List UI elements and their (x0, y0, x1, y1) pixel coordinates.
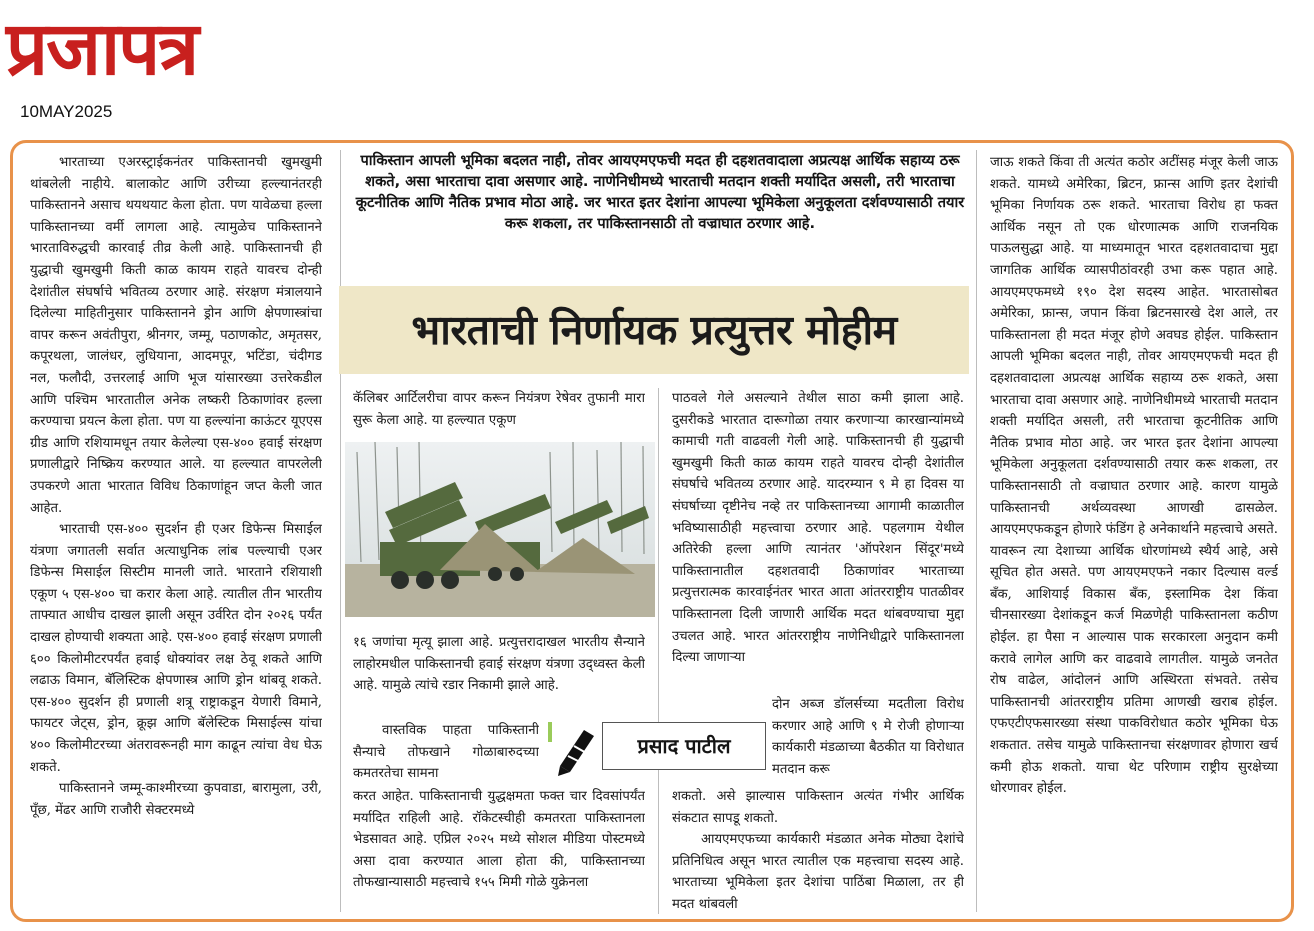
paragraph: भारताची एस-४०० सुदर्शन ही एअर डिफेन्स मिसाईल यंत्रणा जगातली सर्वात अत्याधुनिक लांब पल्ल्याची एअर डिफेन्स मिसाईल सिस्टीम मानली जाते. भारताने रशियाशी एकूण ५ एस-४०० चा करार केला आहे. त्यातील तीन भारतीय ताफ्यात आधीच दाखल झाली असून उर्वरित दोन २०२६ पर्यंत दाखल होण्याची शक्यता आहे. एस-४०० हवाई संरक्षण प्रणाली ६०० किलोमीटरपर्यंत हवाई धोक्यांवर लक्ष ठेवू शकते आणि लढाऊ विमान, बॅलिस्टिक क्षेपणास्त्र आणि ड्रोन थांबवू शकते. एस-४०० सुदर्शन ही प्रणाली शत्रू राष्ट्राकडून येणारी विमाने, फायटर जेट्स, ड्रोन, क्रूझ आणि बॅलेस्टिक मिसाईल्स यांचा ४०० किलोमीटरच्या अंतरावरूनही माग काढून त्यांचा वेध घेऊ शकते. (30, 522, 322, 775)
pen-icon (554, 720, 606, 776)
pull-quote: पाकिस्तान आपली भूमिका बदलत नाही, तोवर आयएमएफची मदत ही दहशतवादाला अप्रत्यक्ष आर्थिक सहाय्य ठरू शकते, असा भारताचा दावा असणार आहे. नाणेनिधीमध्ये भारताची मतदान शक्ती मर्यादित असली, तरी भारताचा कूटनीतिक आणि नैतिक प्रभाव मोठा आहे. जर भारत इतर देशांना आपल्या भूमिकेला अनुकूलता दर्शवण्यासाठी तयार करू शकला, तर पाकिस्तानसाठी तो वज्राघात ठरणार आहे. (355, 152, 965, 232)
paragraph: करत आहेत. पाकिस्तानाची युद्धक्षमता फक्त चार दिवसांपर्यंत मर्यादित राहिली आहे. रॉकेटस्चीही कमतरता पाकिस्तानला भेडसावत आहे. एप्रिल २०२५ मध्ये सोशल मीडिया पोस्टमध्ये असा दावा करण्यात आला होता की, पाकिस्तानच्या तोफखान्यासाठी महत्त्वाचे १५५ मिमी गोळे युक्रेनला (353, 789, 645, 891)
author-byline (548, 716, 770, 778)
missile-launcher-photo (345, 442, 655, 617)
masthead-logo: प्रजापत्र (6, 6, 198, 92)
paragraph: आयएमएफच्या कार्यकारी मंडळात अनेक मोठ्या देशांचे प्रतिनिधित्व असून भारत त्यातील एक महत्त्वाचा सदस्य आहे. भारताच्या भूमिकेला इतर देशांचा पाठिंबा मिळाला, तर ही मदत थांबवली (672, 832, 964, 912)
article-column-3-bottom (672, 786, 964, 914)
article-column-2-top (353, 388, 645, 438)
author-name: प्रसाद पाटील (602, 722, 766, 770)
article-column-1 (30, 152, 322, 912)
article-column-2-bottom (353, 786, 645, 914)
paragraph: भारताच्या एअरस्ट्राईकनंतर पाकिस्तानची खुमखुमी थांबलेली नाहीये. बालाकोट आणि उरीच्या हल्ल्यानंतरही पाकिस्तानने असाच थयथयाट केला होता. पण यावेळचा हल्ला पाकिस्तानच्या वर्मी लागला आहे. त्यामुळेच पाकिस्तानने भारताविरुद्धची कारवाई तीव्र केली आहे. पाकिस्तानची ही युद्धाची खुमखुमी किती काळ कायम राहते यावरच दोन्ही देशांतील संघर्षाचे भवितव्य ठरणार आहे. संरक्षण मंत्रालयाने दिलेल्या माहितीनुसार पाकिस्तानने ड्रोन आणि क्षेपणास्त्रांचा वापर करून अवंतीपुरा, श्रीनगर, जम्मू, पठाणकोट, अमृतसर, कपूरथला, जालंधर, लुधियाना, आदमपूर, भटिंडा, चंदीगड नल, फलौदी, उत्तरलाई आणि भूज यांसारख्या उत्तरेकडील आणि पश्चिम भारतातील अनेक लष्करी ठिकाणांवर हल्ला करण्याचा प्रयत्न केला होता. पण या हल्ल्यांना काऊंटर यूएएस ग्रीड आणि रशियामधून तयार केलेल्या एस-४०० हवाई संरक्षण प्रणालीद्वारे निष्क्रिय करण्यात आले. या हल्ल्यात वापरलेली उपकरणे आता भारतात विविध ठिकाणांहून जप्त केली जात आहेत. (30, 155, 322, 516)
paragraph: शकतो. असे झाल्यास पाकिस्तान अत्यंत गंभीर आर्थिक संकटात सापडू शकतो. (672, 789, 964, 826)
article-column-2-beside-byline (353, 720, 539, 786)
paragraph: पाकिस्तानने जम्मू-काश्मीरच्या कुपवाडा, बारामुला, उरी, पूँछ, मेंढर आणि राजौरी सेक्टरमध्ये (30, 781, 322, 818)
column-divider (976, 150, 977, 912)
headline: भारताची निर्णायक प्रत्युत्तर मोहीम (411, 306, 897, 354)
article-column-3-beside-byline (772, 694, 964, 786)
article-column-4 (990, 152, 1278, 912)
headline-banner (339, 286, 969, 374)
paragraph: कॅलिबर आर्टिलरीचा वापर करून नियंत्रण रेषेवर तुफानी मारा सुरू केला आहे. या हल्ल्यात एकूण (353, 391, 645, 428)
article-column-2-mid (353, 632, 645, 720)
byline-accent-bar (548, 722, 552, 742)
column-divider (658, 388, 659, 914)
column-divider (340, 150, 341, 912)
paragraph: वास्तविक पाहता पाकिस्तानी सैन्याचे तोफखाने गोळाबारुदच्या कमतरतेचा सामना (353, 723, 539, 782)
paragraph: दोन अब्ज डॉलर्सच्या मदतीला विरोध करणार आहे आणि ९ मे रोजी होणार्‍या कार्यकारी मंडळाच्या बैठकीत या विरोधात मतदान करू (772, 697, 964, 777)
dateline: 10MAY2025 (20, 102, 113, 121)
article-column-3-top (672, 388, 964, 694)
paragraph: १६ जणांचा मृत्यू झाला आहे. प्रत्युत्तरादाखल भारतीय सैन्याने लाहोरमधील पाकिस्तानची हवाई संरक्षण यंत्रणा उद्ध्वस्त केली आहे. यामुळे त्यांचे रडार निकामी झाले आहे. (353, 635, 645, 694)
paragraph: पाठवले गेले असल्याने तेथील साठा कमी झाला आहे. दुसरीकडे भारतात दारूगोळा तयार करणार्‍या कारखान्यांमध्ये कामाची गती वाढवली गेली आहे. पाकिस्तानची ही युद्धाची खुमखुमी किती काळ कायम राहते यावरच दोन्ही देशांतील संघर्षाचे भवितव्य ठरणार आहे. यादरम्यान ९ मे हा दिवस या संघर्षाच्या दृष्टीनेच नव्हे तर पाकिस्तानच्या आगामी काळातील भविष्यासाठीही महत्त्वाचा ठरणार आहे. पहलगाम येथील अतिरेकी हल्ला आणि त्यानंतर 'ऑपरेशन सिंदूर'मध्ये पाकिस्तानातील दहशतवादी ठिकाणांवर भारताच्या प्रत्युत्तरात्मक कारवाईनंतर भारत आता आंतरराष्ट्रीय पातळीवर पाकिस्तानला दिली जाणारी आर्थिक मदत थांबवण्याचा मुद्दा उचलत आहे. भारत आंतरराष्ट्रीय नाणेनिधीद्वारे पाकिस्तानला दिल्या जाणार्‍या (672, 391, 964, 666)
paragraph: जाऊ शकते किंवा ती अत्यंत कठोर अटींसह मंजूर केली जाऊ शकते. यामध्ये अमेरिका, ब्रिटन, फ्रान्स आणि इतर देशांची भूमिका निर्णायक ठरू शकते. भारताचा विरोध हा फक्त आर्थिक नसून तो एक धोरणात्मक आणि राजनयिक पाऊलसुद्धा आहे. या माध्यमातून भारत दहशतवादाचा मुद्दा जागतिक आर्थिक व्यासपीठांवरही उभा करू पहात आहे. आयएमएफमध्ये १९० देश सदस्य आहेत. भारतासोबत अमेरिका, फ्रान्स, जपान किंवा ब्रिटनसारखे देश आले, तर पाकिस्तानला ही मदत मंजूर होणे अवघड होईल. पाकिस्तान आपली भूमिका बदलत नाही, तोवर आयएमएफची मदत ही दहशतवादाला अप्रत्यक्ष आर्थिक सहाय्य ठरू शकते, असा भारताचा दावा असणार आहे. नाणेनिधीमध्ये भारताची मतदान शक्ती मर्यादित असली, तरी भारताचा कूटनीतिक आणि नैतिक प्रभाव मोठा आहे. जर भारत इतर देशांना आपल्या भूमिकेला अनुकूलता दर्शवण्यासाठी तयार करू शकला, तर पाकिस्तानसाठी तो वज्राघात ठरणार आहे. कारण यामुळे पाकिस्तानची अर्थव्यवस्था आणखी ढासळेल. आयएमएफकडून होणारे फंडिंग हे अनेकार्थाने महत्त्वाचे असते. यावरून त्या देशाच्या आर्थिक धोरणांमध्ये स्थैर्य आहे, असे सूचित होत असते. पण आयएमएफने नकार दिल्यास वर्ल्ड बँक, आशियाई विकास बँक, इस्लामिक देश किंवा चीनसारख्या देशांकडून कर्ज मिळणेही पाकिस्तानला कठीण होईल. हा पैसा न आल्यास पाक सरकारला अनुदान कमी करावे लागेल आणि कर वाढवावे लागतील. यामुळे जनतेत रोष वाढेल, आंदोलनं आणि अस्थिरता संभवते. तसेच पाकिस्तानची आंतरराष्ट्रीय प्रतिमा आणखी खराब होईल. एफएटीएफसारख्या संस्था पाकविरोधात कठोर भूमिका घेऊ शकतात. तसेच यामुळे पाकिस्तानचा संरक्षणावर होणारा खर्च कमी होऊ शकतो. याचा थेट परिणाम राष्ट्रीय सुरक्षेच्या धोरणावर होईल. (990, 155, 1278, 797)
